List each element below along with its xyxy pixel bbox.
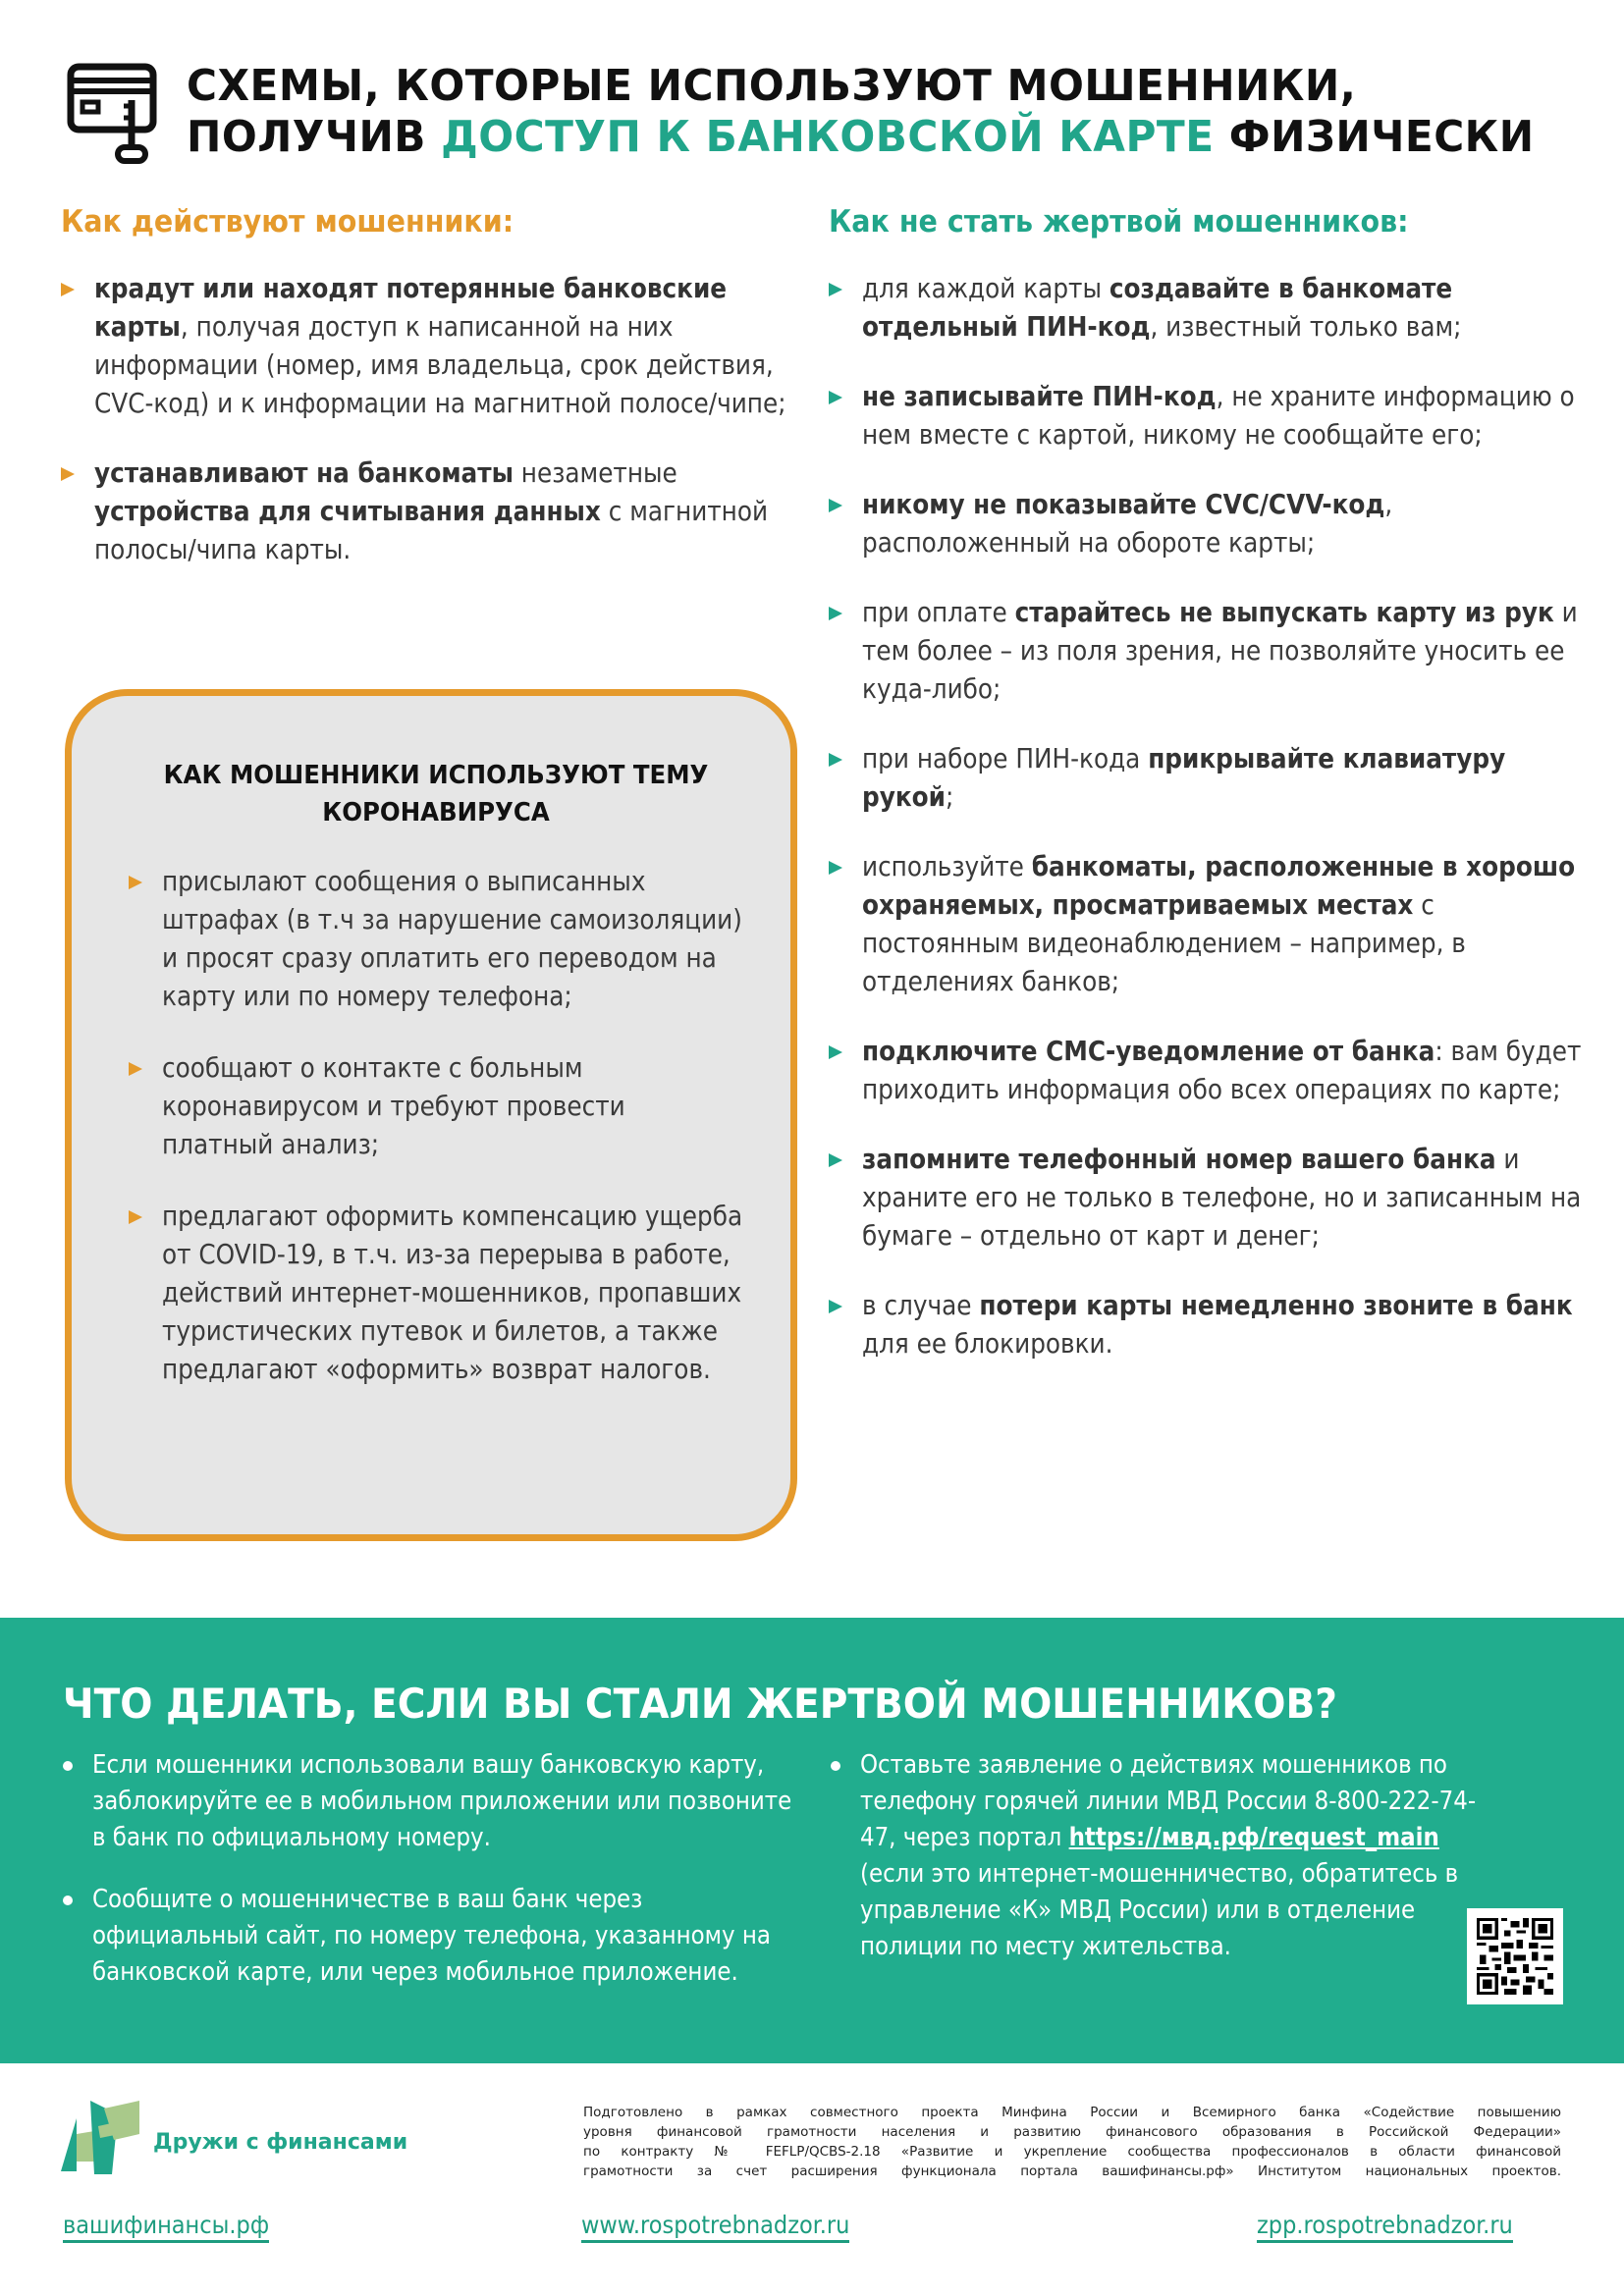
dot-bullet-icon <box>63 1761 73 1771</box>
triangle-bullet-icon <box>829 861 842 875</box>
list-item: для каждой карты создавайте в банкомате отдельный ПИН-код, известный только вам; <box>829 270 1595 347</box>
covid-box-title: КАК МОШЕННИКИ ИСПОЛЬЗУЮТ ТЕМУ КОРОНАВИРУСА <box>163 761 709 828</box>
triangle-bullet-icon <box>829 1153 842 1167</box>
list-item: используйте банкоматы, расположенные в хорошо охраняемых, просматриваемых местах с постоянным видеонаблюдением – например, в отделениях банков; <box>829 848 1595 1001</box>
band-title: ЧТО ДЕЛАТЬ, ЕСЛИ ВЫ СТАЛИ ЖЕРТВОЙ МОШЕННИКОВ? <box>63 1680 1337 1728</box>
band-left-column <box>61 1747 807 2016</box>
list-item: запомните телефонный номер вашего банка и храните его не только в телефоне, но и записанным на бумаге – отдельно от карт и денег; <box>829 1141 1595 1255</box>
title-line-2: ПОЛУЧИВ ДОСТУП К БАНКОВСКОЙ КАРТЕ ФИЗИЧЕСКИ <box>187 112 1535 162</box>
vashifinansy-link[interactable]: вашифинансы.рф <box>63 2211 269 2243</box>
covid-scams-list <box>129 863 743 1389</box>
logo-text: Дружи с финансами <box>153 2130 408 2155</box>
list-item: крадут или находят потерянные банковские карты, получая доступ к написанной на них информации (номер, имя владельца, срок действия, CVC-код) и к информации на магнитной полосе/чипе; <box>61 270 787 423</box>
bank-card-key-icon <box>67 63 157 165</box>
list-item: устанавливают на банкоматы незаметные устройства для считывания данных с магнитной полосы/чипа карты. <box>61 454 787 569</box>
how-fraudsters-act-section <box>61 201 787 601</box>
list-item: Если мошенники использовали вашу банковскую карту, заблокируйте ее в мобильном приложении или позвоните в банк по официальному номеру. <box>61 1747 807 1856</box>
list-item: при оплате старайтесь не выпускать карту из рук и тем более – из поля зрения, не позволяйте уносить ее куда-либо; <box>829 594 1595 709</box>
band-right-column <box>829 1747 1477 1991</box>
list-item: в случае потери карты немедленно звоните в банк для ее блокировки. <box>829 1287 1595 1363</box>
dot-bullet-icon <box>831 1761 840 1771</box>
triangle-bullet-icon <box>129 1210 142 1224</box>
triangle-bullet-icon <box>829 1300 842 1313</box>
triangle-bullet-icon <box>61 467 75 481</box>
triangle-bullet-icon <box>129 876 142 889</box>
title-highlight: ДОСТУП К БАНКОВСКОЙ КАРТЕ <box>441 112 1215 162</box>
how-not-to-be-victim-section <box>829 201 1595 1395</box>
zpp-rospotrebnadzor-link[interactable]: zpp.rospotrebnadzor.ru <box>1257 2211 1513 2243</box>
druzhi-s-finansami-logo <box>61 2101 414 2179</box>
dot-bullet-icon <box>63 1896 73 1905</box>
victim-steps-list <box>61 1747 807 1991</box>
list-item: не записывайте ПИН-код, не храните информацию о нем вместе с картой, никому не сообщайте его; <box>829 378 1595 454</box>
triangle-bullet-icon <box>61 283 75 296</box>
qr-code-icon[interactable] <box>1467 1908 1563 2004</box>
list-item: Оставьте заявление о действиях мошенников по телефону горячей линии МВД России 8-800-222-74-47, через портал https://мвд.рф/request_main (если это интернет-мошенничество, обратитесь в управление «К» МВД России) или в отделение полиции по месту жительства. <box>829 1747 1477 1965</box>
title-line-1: СХЕМЫ, КОТОРЫЕ ИСПОЛЬЗУЮТ МОШЕННИКИ, <box>187 61 1357 111</box>
list-item: Сообщите о мошенничестве в ваш банк через официальный сайт, по номеру телефона, указанному на банковской карте, или через мобильное приложение. <box>61 1882 807 1991</box>
list-item: сообщают о контакте с больным коронавирусом и требуют провести платный анализ; <box>129 1049 743 1164</box>
prevention-tips-list <box>829 270 1595 1363</box>
list-item: при наборе ПИН-кода прикрывайте клавиатуру рукой; <box>829 740 1595 817</box>
list-item: подключите СМС-уведомление от банка: вам будет приходить информация обо всех операциях по карте; <box>829 1033 1595 1109</box>
triangle-bullet-icon <box>829 1045 842 1059</box>
disclaimer-text: Подготовлено в рамках совместного проекта Минфина России и Всемирного банка «Содействие повышению уровня финансовой грамотности населения и развитию финансового образования в Российской Федерации» по контракту № FEFLP/QCBS-2.18 «Развитие и укрепление сообщества профессионалов в области финансовой грамотности за счет расширения функционала портала вашифинансы.рф» Институтом национальных проектов. <box>583 2105 1561 2179</box>
triangle-bullet-icon <box>829 607 842 620</box>
fraud-methods-list <box>61 270 787 569</box>
triangle-bullet-icon <box>829 499 842 512</box>
triangle-bullet-icon <box>829 753 842 767</box>
qr-code-graphic <box>1477 1918 1553 1995</box>
rospotrebnadzor-link[interactable]: www.rospotrebnadzor.ru <box>581 2211 849 2243</box>
section-heading: Как действуют мошенники: <box>61 204 514 240</box>
page-header <box>67 61 1598 169</box>
police-steps-list <box>829 1747 1477 1965</box>
covid-scams-box <box>65 689 797 1541</box>
triangle-bullet-icon <box>129 1062 142 1076</box>
list-item: никому не показывайте CVC/CVV-код, расположенный на обороте карты; <box>829 486 1595 562</box>
page-title <box>187 61 1535 163</box>
list-item: предлагают оформить компенсацию ущерба от COVID-19, в т.ч. из-за перерыва в работе, действий интернет-мошенников, пропавших туристических путевок и билетов, а также предлагают «оформить» возврат налогов. <box>129 1198 743 1389</box>
list-item: присылают сообщения о выписанных штрафах (в т.ч за нарушение самоизоляции) и просят сразу оплатить его переводом на карту или по номеру телефона; <box>129 863 743 1016</box>
what-to-do-band <box>0 1618 1624 2063</box>
triangle-bullet-icon <box>829 391 842 404</box>
logo-mark-icon <box>61 2101 139 2177</box>
section-heading: Как не стать жертвой мошенников: <box>829 204 1409 240</box>
triangle-bullet-icon <box>829 283 842 296</box>
mvd-request-link[interactable]: https://мвд.рф/request_main <box>1068 1823 1439 1852</box>
